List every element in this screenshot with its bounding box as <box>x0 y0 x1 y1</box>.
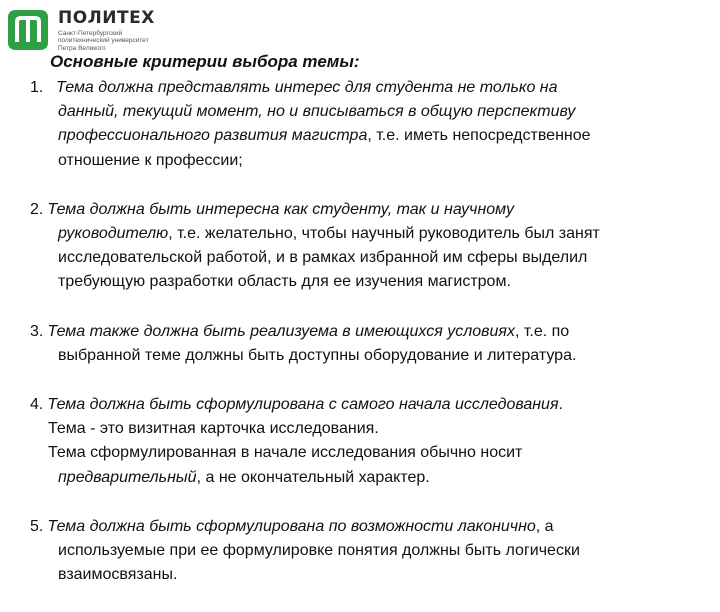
item-number: 5. <box>30 517 44 535</box>
politech-logo-icon <box>8 10 48 50</box>
criterion-item-4: 4. Тема должна быть сформулирована с самого начала исследования. Тема - это визитная карточка исследования. Тема сформулированная в начале исследования обычно носит предварительный, а не окончательный характер. <box>30 393 690 490</box>
criterion-item-1: 1. Тема должна представлять интерес для студента не только на данный, текущий момент, но и вписываться в общую перспективу профессионального развития магистра, т.е. иметь непосредственное отношение к профессии; <box>30 76 690 173</box>
criterion-item-5: 5. Тема должна быть сформулирована по возможности лаконично, а используемые при ее формулировке понятия должны быть логически взаимосвязаны. <box>30 515 690 588</box>
item-number: 1. <box>30 79 44 96</box>
brand-name: ПОЛИТЕХ <box>58 8 155 28</box>
criterion-item-2: 2. Тема должна быть интересна как студенту, так и научному руководителю, т.е. желательно, чтобы научный руководитель был занят исследовательской работой, и в рамках избранной им сферы выделил требующую разработки область для ее изучения магистром. <box>30 198 690 295</box>
item-number: 2. <box>30 200 44 218</box>
criterion-item-3: 3. Тема также должна быть реализуема в имеющихся условиях, т.е. по выбранной теме должны быть доступны оборудование и литература. <box>30 320 690 368</box>
brand-subtitle: Санкт-Петербургский политехнический университет Петра Великого <box>58 30 149 52</box>
item-number: 3. <box>30 322 44 340</box>
page-title: Основные критерии выбора темы: <box>50 52 360 71</box>
header <box>8 6 268 52</box>
criteria-list <box>30 76 690 612</box>
item-number: 4. <box>30 396 44 414</box>
